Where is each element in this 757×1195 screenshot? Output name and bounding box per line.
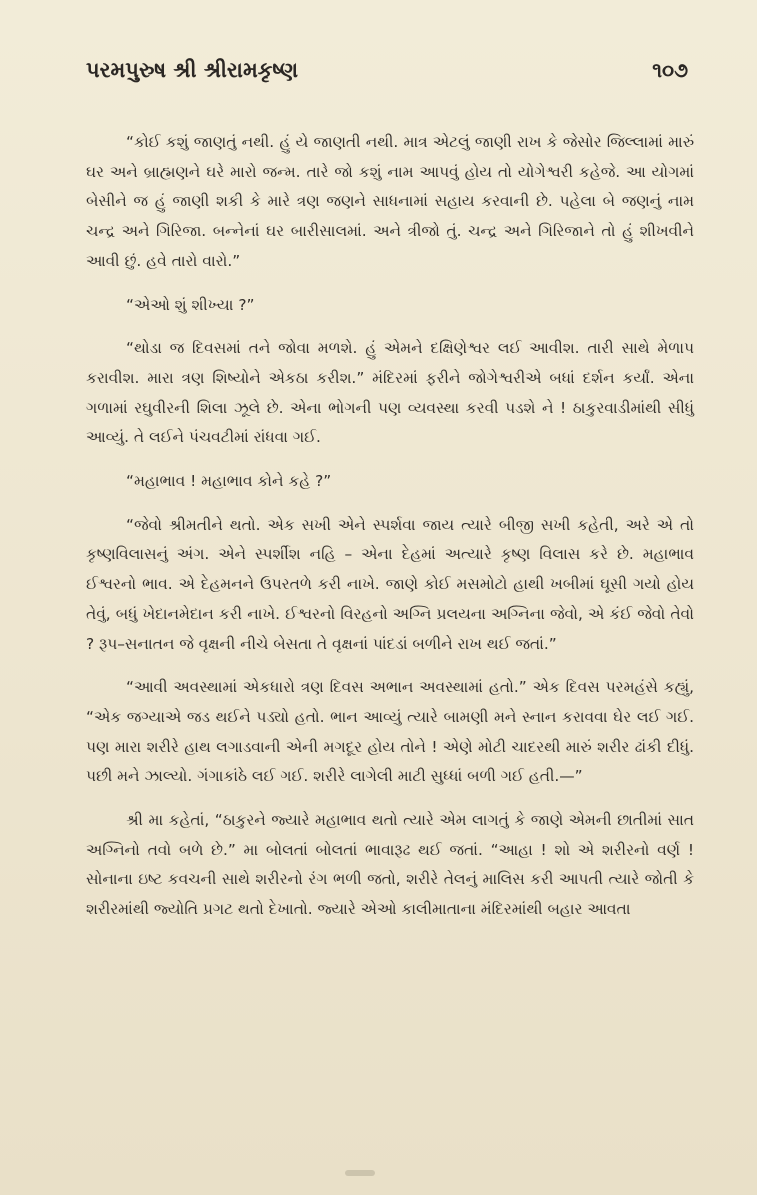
page-header bbox=[86, 58, 688, 92]
paragraph-6: “આવી અવસ્થામાં એકધારો ત્રણ દિવસ અભાન અવસ્થામાં હતો.” એક દિવસ પરમહંસે કહ્યું, “એક જગ્યાએ જડ થઈને પડ્યો હતો. ભાન આવ્યું ત્યારે બામણી મને સ્નાન કરાવવા ઘેર લઈ ગઈ. પણ મારા શરીરે હાથ લગાડવાની એની મગદૂર હોય તોને ! એણે મોટી ચાદરથી મારું શરીર ઢાંકી દીધું. પછી મને ઝાલ્યો. ગંગાકાંઠે લઈ ગઈ. શરીરે લાગેલી માટી સુધ્ધાં બળી ગઈ હતી.—” bbox=[86, 678, 694, 786]
page-number: ૧૦૭ bbox=[652, 58, 688, 82]
paragraph-3: “થોડા જ દિવસમાં તને જોવા મળશે. હું એમને દક્ષિણેશ્વર લઈ આવીશ. તારી સાથે મેળાપ કરાવીશ. મારા ત્રણ શિષ્યોને એકઠા કરીશ.” મંદિરમાં ફરીને જોગેશ્વરીએ બધાં દર્શન કર્યાં. એના ગળામાં રઘુવીરની શિલા ઝૂલે છે. એના ભોગની પણ વ્યવસ્થા કરવી પડશે ને ! ઠાકુરવાડીમાંથી સીધું આવ્યું. તે લઈને પંચવટીમાં રાંધવા ગઈ. bbox=[86, 339, 694, 447]
running-title: પરમપુરુષ શ્રી શ્રીરામકૃષ્ણ bbox=[86, 58, 299, 82]
paragraph-2: “એઓ શું શીખ્યા ?” bbox=[126, 295, 255, 314]
paragraph-7: શ્રી મા કહેતાં, “ઠાકુરને જ્યારે મહાભાવ થતો ત્યારે એમ લાગતું કે જાણે એમની છાતીમાં સાત અગ્નિનો તવો બળે છે.” મા બોલતાં બોલતાં ભાવારૂઢ થઈ જતાં. “આહા ! શો એ શરીરનો વર્ણ ! સોનાના ઇષ્ટ કવચની સાથે શરીરનો રંગ ભળી જતો, શરીરે તેલનું માલિસ કરી આપતી ત્યારે જોતી કે શરીરમાંથી જ્યોતિ પ્રગટ થતો દેખાતો. જ્યારે એઓ કાલીમાતાના મંદિરમાંથી બહાર આવતા bbox=[86, 811, 694, 919]
paragraph-1: “કોઈ કશું જાણતું નથી. હું યે જાણતી નથી. માત્ર એટલું જાણી રાખ કે જેસોર જિલ્લામાં મારું ઘર અને બ્રાહ્મણને ઘરે મારો જન્મ. તારે જો કશું નામ આપવું હોય તો યોગેશ્વરી કહેજે. આ યોગમાં બેસીને જ હું જાણી શકી કે મારે ત્રણ જણને સાધનામાં સહાય કરવાની છે. પહેલા બે જણનું નામ ચન્દ્ર અને ગિરિજા. બન્નેનાં ઘર બારીસાલમાં. અને ત્રીજો તું. ચન્દ્ર અને ગિરિજાને તો હું શીખવીને આવી છું. હવે તારો વારો.” bbox=[86, 133, 694, 270]
paper-stain bbox=[345, 1170, 375, 1176]
paragraph-5: “જેવો શ્રીમતીને થતો. એક સખી એને સ્પર્શવા જાય ત્યારે બીજી સખી કહેતી, અરે એ તો કૃષ્ણવિલાસનું અંગ. એને સ્પર્શીશ નહિ – એના દેહમાં અત્યારે કૃષ્ણ વિલાસ કરે છે. મહાભાવ ઈશ્વરનો ભાવ. એ દેહમનને ઉપરતળે કરી નાખે. જાણે કોઈ મસમોટો હાથી ખબીમાં ઘૂસી ગયો હોય તેવું, બધું ખેદાનમેદાન કરી નાખે. ઈશ્વરનો વિરહનો અગ્નિ પ્રલયના અગ્નિના જેવો, એ કંઈ જેવો તેવો ? રૂપ–સનાતન જે વૃક્ષની નીચે બેસતા તે વૃક્ષનાં પાંદડાં બળીને રાખ થઈ જતાં.” bbox=[86, 515, 694, 653]
body-text bbox=[86, 128, 694, 925]
paragraph-4: “મહાભાવ ! મહાભાવ કોને કહે ?” bbox=[126, 472, 332, 491]
